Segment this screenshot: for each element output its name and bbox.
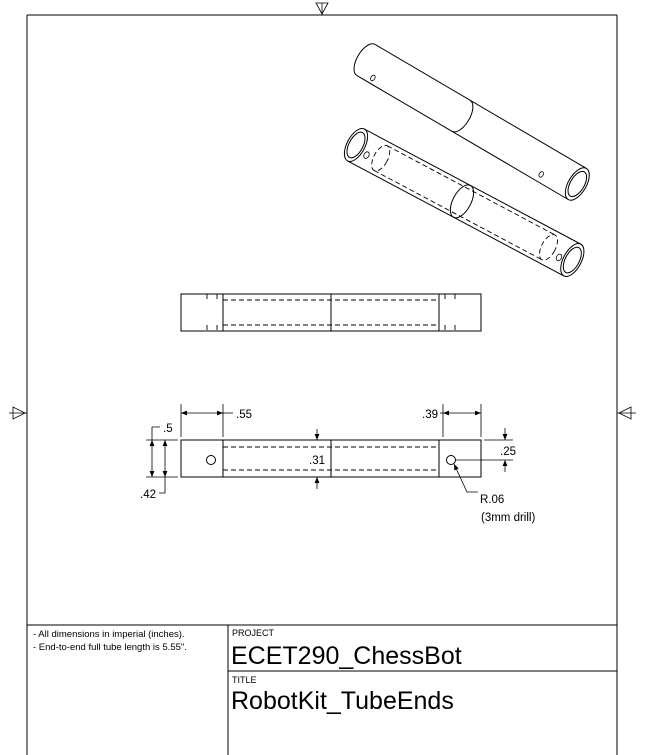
- tube-right-bore: [564, 168, 590, 199]
- drawing-title: RobotKit_TubeEnds: [231, 687, 454, 715]
- dim-5-label: .5: [163, 423, 173, 435]
- hole-drill-note: (3mm drill): [481, 512, 536, 524]
- centering-markers: [9, 3, 636, 419]
- tube-hole-left: [370, 74, 376, 81]
- dimensions: [140, 404, 535, 524]
- project-name: ECET290_ChessBot: [231, 642, 462, 670]
- title-block: [27, 625, 617, 755]
- dim-42-label: .42: [140, 489, 156, 501]
- project-label: PROJECT: [232, 628, 275, 638]
- dim-42-leader: [159, 477, 165, 493]
- front-view-left-hole: [207, 456, 216, 465]
- dim-31-label: .31: [309, 455, 325, 467]
- note-line-1: - All dimensions in imperial (inches).: [33, 629, 185, 640]
- front-view: [181, 440, 481, 477]
- tube-hole-right: [555, 253, 563, 262]
- dim-25-label: .25: [500, 446, 516, 458]
- tube-left-cap: [349, 40, 375, 76]
- tube-top-edge: [375, 44, 586, 168]
- tube-joint: [452, 100, 478, 136]
- tube-hole-left: [363, 151, 371, 160]
- dim-55-label: .55: [236, 409, 252, 421]
- hole-radius-leader: [454, 464, 478, 492]
- top-view: [181, 294, 481, 331]
- note-line-2: - End-to-end full tube length is 5.55".: [33, 642, 187, 653]
- tube-hole-right: [538, 171, 544, 178]
- dim-5-leader: [152, 427, 160, 440]
- tube-right-bore: [560, 244, 586, 275]
- dim-39-label: .39: [422, 409, 438, 421]
- title-label: TITLE: [232, 675, 257, 685]
- hole-radius-label: R.06: [480, 494, 505, 506]
- front-view-right-hole: [447, 456, 456, 465]
- isometric-tube-solid: [349, 40, 594, 204]
- tube-left-bore: [343, 129, 369, 160]
